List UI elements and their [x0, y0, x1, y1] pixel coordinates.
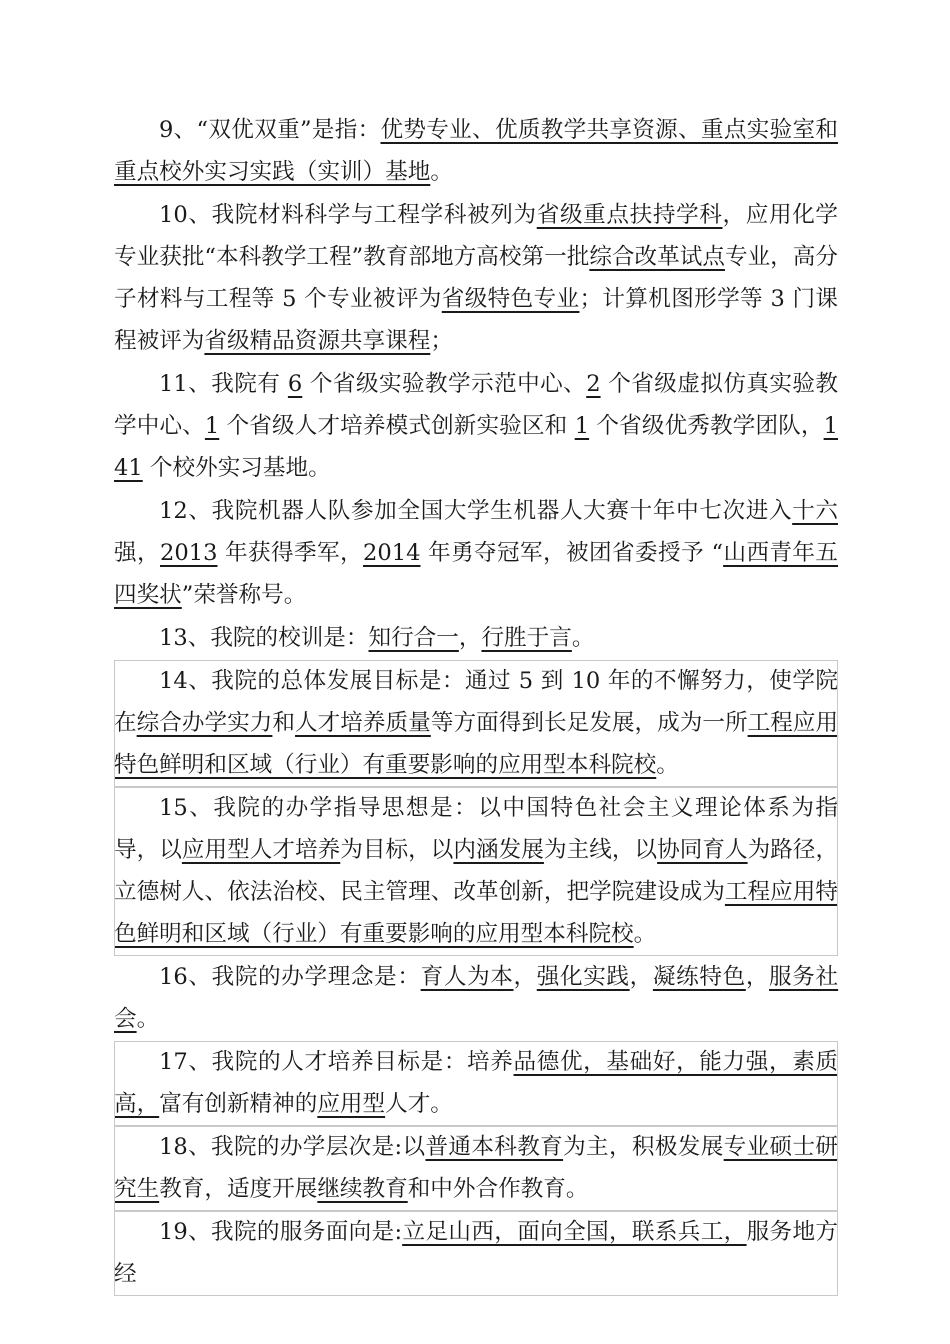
underlined-answer: 1	[204, 413, 220, 439]
underlined-answer: 凝练特色	[652, 964, 746, 990]
paragraph-text: 年获得季军，	[217, 540, 363, 566]
underlined-answer: 服务社会	[114, 964, 839, 1032]
paragraph-text: 人才。	[385, 1091, 453, 1117]
list-item	[114, 109, 838, 194]
paragraph-text: 为路径，立德树人、依法治校、民主管理、改革创新，把学院建设成为	[114, 837, 839, 905]
list-item	[114, 956, 838, 1041]
paragraph-text: 强，	[114, 540, 160, 566]
paragraph-text: 9、“双优双重”是指：	[159, 117, 381, 143]
list-item	[114, 194, 838, 363]
paragraph-text: 15、我院的办学指导思想是：以中国特色社会主义理论体系为指导，以	[114, 795, 838, 863]
paragraph-text: 富有创新精神的	[159, 1091, 318, 1117]
paragraph-text: 为目标，以	[340, 837, 454, 863]
paragraph-text: ”荣誉称号。	[181, 582, 307, 608]
paragraph-text: ，	[745, 964, 770, 990]
underlined-answer: 品德优，基础好，能力强，素质高，	[114, 1049, 839, 1117]
underlined-answer: 行胜于言	[481, 625, 572, 651]
paragraph-text: 个省级实验教学示范中心、	[302, 371, 587, 397]
paragraph-text: 11、我院有	[159, 371, 288, 397]
underlined-answer: 育人为本	[420, 964, 514, 990]
paragraph-text: 个省级虚拟仿真实验教学中心、	[114, 371, 839, 439]
paragraph-text: 。	[633, 921, 657, 947]
list-item	[114, 787, 838, 956]
paragraph-text: ；	[430, 328, 453, 354]
paragraph-text: 。	[571, 625, 595, 651]
underlined-answer: 2013	[159, 540, 218, 566]
paragraph-text: 为主，积极发展	[563, 1134, 724, 1160]
underlined-answer: 普通本科教育	[425, 1134, 564, 1160]
paragraph-text: 14、我院的总体发展目标是：通过 5 到 10 年的不懈努力，使学院在	[114, 668, 838, 736]
paragraph-text: 和中外合作教育。	[407, 1176, 589, 1202]
underlined-answer: 2014	[363, 540, 421, 566]
paragraph-text: ，应用化学专业获批“本科教学工程”教育部地方高校第一批	[114, 202, 839, 270]
paragraph-text: 专业，高分子材料与工程等 5 个专业被评为	[114, 244, 838, 312]
underlined-answer: 内涵发展	[453, 837, 544, 863]
underlined-answer: 专业硕士研究生	[114, 1134, 839, 1202]
paragraph-text: 16、我院的办学理念是：	[159, 964, 421, 990]
underlined-answer: 人才培养质量	[295, 710, 431, 736]
list-item	[114, 1126, 838, 1211]
paragraph-text: ，	[513, 964, 537, 990]
paragraph-text: 服务地方经	[114, 1219, 839, 1287]
underlined-answer: 十六	[792, 498, 839, 524]
document-body	[114, 109, 838, 1296]
underlined-answer: 应用型	[317, 1091, 386, 1117]
list-item	[114, 1211, 838, 1296]
paragraph-text: ；计算机图形学等 3 门课程被评为	[114, 286, 838, 354]
underlined-answer: 综合改革试点	[589, 244, 725, 270]
underlined-answer: 立足山西，面向全国，联系兵工，	[402, 1219, 747, 1245]
paragraph-text: 和	[272, 710, 296, 736]
list-item	[114, 363, 838, 490]
paragraph-text: 12、我院机器人队参加全国大学生机器人大赛十年中七次进入	[159, 498, 793, 524]
underlined-answer: 省级重点扶持学科	[536, 202, 723, 228]
underlined-answer: 应用型人才培养	[181, 837, 341, 863]
paragraph-text: 13、我院的校训是：	[159, 625, 369, 651]
paragraph-text: 等方面得到长足发展，成为一所	[430, 710, 748, 736]
underlined-answer: 省级特色专业	[441, 286, 580, 312]
paragraph-text: 。	[656, 752, 679, 778]
list-item	[114, 490, 838, 617]
underlined-answer: 工程应用特色鲜明和区域（行业）有重要影响的应用型本科院校	[114, 710, 839, 778]
underlined-answer: 继续教育	[317, 1176, 408, 1202]
underlined-answer: 山西青年五四奖状	[114, 540, 839, 608]
paragraph-text: ，	[458, 625, 482, 651]
underlined-answer: 强化实践	[536, 964, 630, 990]
underlined-answer: 知行合一	[368, 625, 459, 651]
paragraph-text: 17、我院的人才培养目标是：培养	[159, 1049, 514, 1075]
paragraph-text: 。	[136, 1006, 160, 1032]
underlined-answer: 优势专业、优质教学共享资源、重点实验室和重点校外实习实践（实训）基地	[114, 117, 839, 185]
paragraph-text: 18、我院的办学层次是:以	[159, 1134, 426, 1160]
underlined-answer: 工程应用特色鲜明和区域（行业）有重要影响的应用型本科院校	[114, 879, 839, 947]
underlined-answer: 协同育人	[657, 837, 748, 863]
paragraph-text: ，	[629, 964, 653, 990]
paragraph-text: 个校外实习基地。	[142, 455, 331, 481]
paragraph-text: 。	[430, 159, 453, 185]
paragraph-text: 教育，适度开展	[159, 1176, 318, 1202]
paragraph-text: 个省级人才培养模式创新实验区和	[219, 413, 575, 439]
underlined-answer: 6	[287, 371, 303, 397]
paragraph-text: 个省级优秀教学团队，	[589, 413, 824, 439]
underlined-answer: 141	[114, 413, 838, 481]
underlined-answer: 1	[574, 413, 590, 439]
underlined-answer: 2	[586, 371, 601, 397]
paragraph-text: 19、我院的服务面向是:	[159, 1219, 403, 1245]
paragraph-text: 年勇夺冠军，被团省委授予 “	[420, 540, 724, 566]
paragraph-text: 10、我院材料科学与工程学科被列为	[159, 202, 537, 228]
list-item	[114, 1041, 838, 1126]
list-item	[114, 660, 838, 787]
underlined-answer: 综合办学实力	[136, 710, 273, 736]
underlined-answer: 省级精品资源共享课程	[204, 328, 431, 354]
list-item	[114, 617, 838, 660]
paragraph-text: 为主线，以	[543, 837, 658, 863]
